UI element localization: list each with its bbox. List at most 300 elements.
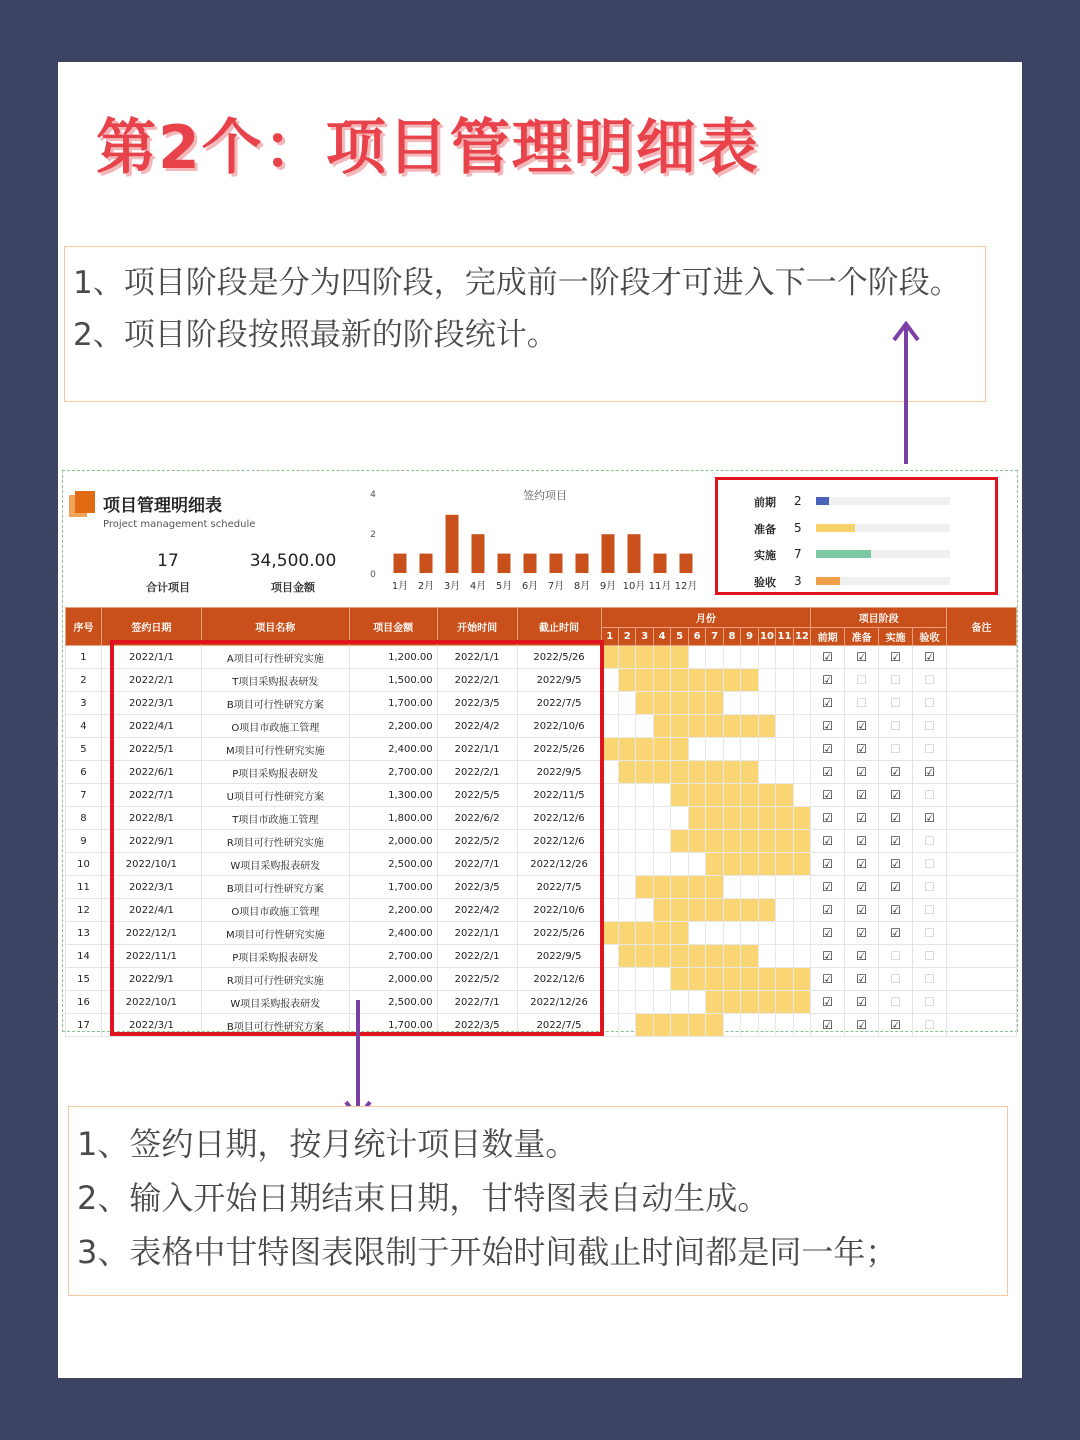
cell-sign-date[interactable]: 2022/2/1 <box>101 669 201 692</box>
checkbox-empty-icon[interactable]: ☐ <box>913 1014 947 1037</box>
gantt-cell <box>636 991 653 1014</box>
gantt-cell <box>758 899 775 922</box>
cell-start[interactable]: 2022/3/5 <box>437 692 517 715</box>
gantt-cell <box>653 646 670 669</box>
checkbox-checked-icon[interactable]: ☑ <box>913 761 947 784</box>
gantt-cell <box>776 991 793 1014</box>
checkbox-checked-icon[interactable]: ☑ <box>845 1014 879 1037</box>
cell-remark[interactable] <box>946 715 1016 738</box>
checkbox-empty-icon[interactable]: ☐ <box>913 715 947 738</box>
chart-bar <box>576 554 589 573</box>
checkbox-empty-icon[interactable]: ☐ <box>913 784 947 807</box>
cell-sign-date[interactable]: 2022/10/1 <box>101 853 201 876</box>
table-row <box>66 646 1017 669</box>
cell-sign-date[interactable]: 2022/3/1 <box>101 1014 201 1037</box>
cell-amount[interactable]: 2,500.00 <box>349 991 437 1014</box>
gantt-cell <box>653 922 670 945</box>
cell-remark[interactable] <box>946 784 1016 807</box>
cell-start[interactable]: 2022/3/5 <box>437 876 517 899</box>
sheet-title: 项目管理明细表 <box>103 496 222 516</box>
cell-start[interactable]: 2022/2/1 <box>437 761 517 784</box>
cell-remark[interactable] <box>946 945 1016 968</box>
cell-amount[interactable]: 2,000.00 <box>349 968 437 991</box>
cell-start[interactable]: 2022/6/2 <box>437 807 517 830</box>
table-row <box>66 853 1017 876</box>
gantt-cell <box>723 807 740 830</box>
cell-sign-date[interactable]: 2022/1/1 <box>101 646 201 669</box>
checkbox-empty-icon[interactable]: ☐ <box>913 738 947 761</box>
cell-remark[interactable] <box>946 692 1016 715</box>
cell-seq[interactable]: 9 <box>66 830 102 853</box>
cell-end[interactable]: 2022/9/5 <box>517 945 601 968</box>
checkbox-checked-icon[interactable]: ☑ <box>845 899 879 922</box>
checkbox-empty-icon[interactable]: ☐ <box>913 899 947 922</box>
gantt-cell <box>671 692 688 715</box>
cell-remark[interactable] <box>946 646 1016 669</box>
checkbox-checked-icon[interactable]: ☑ <box>811 692 845 715</box>
gantt-cell <box>618 945 635 968</box>
gantt-cell <box>706 715 723 738</box>
gantt-cell <box>776 692 793 715</box>
table-row <box>66 669 1017 692</box>
gantt-cell <box>741 991 758 1014</box>
cell-end[interactable]: 2022/12/26 <box>517 853 601 876</box>
gantt-cell <box>723 991 740 1014</box>
stage-count: 5 <box>794 520 802 535</box>
stage-row <box>754 547 802 562</box>
checkbox-checked-icon[interactable]: ☑ <box>879 1014 913 1037</box>
gantt-cell <box>706 807 723 830</box>
checkbox-checked-icon[interactable]: ☑ <box>913 807 947 830</box>
cell-seq[interactable]: 12 <box>66 899 102 922</box>
checkbox-checked-icon[interactable]: ☑ <box>845 922 879 945</box>
checkbox-checked-icon[interactable]: ☑ <box>845 738 879 761</box>
checkbox-checked-icon[interactable]: ☑ <box>811 669 845 692</box>
cell-end[interactable]: 2022/9/5 <box>517 761 601 784</box>
cell-start[interactable]: 2022/7/1 <box>437 853 517 876</box>
checkbox-checked-icon[interactable]: ☑ <box>811 1014 845 1037</box>
checkbox-empty-icon[interactable]: ☐ <box>913 853 947 876</box>
header-month-3: 3 <box>636 628 653 646</box>
checkbox-checked-icon[interactable]: ☑ <box>811 922 845 945</box>
cell-remark[interactable] <box>946 807 1016 830</box>
gantt-cell <box>793 945 810 968</box>
header-sign-date: 签约日期 <box>101 608 201 646</box>
checkbox-checked-icon[interactable]: ☑ <box>879 646 913 669</box>
checkbox-checked-icon[interactable]: ☑ <box>845 784 879 807</box>
chart-y-tick: 4 <box>370 490 376 500</box>
cell-seq[interactable]: 15 <box>66 968 102 991</box>
gantt-cell <box>688 1014 705 1037</box>
cell-end[interactable]: 2022/12/26 <box>517 991 601 1014</box>
checkbox-checked-icon[interactable]: ☑ <box>845 991 879 1014</box>
cell-amount[interactable]: 1,800.00 <box>349 807 437 830</box>
gantt-cell <box>741 853 758 876</box>
gantt-cell <box>776 968 793 991</box>
cell-amount[interactable]: 1,500.00 <box>349 669 437 692</box>
gantt-cell <box>636 738 653 761</box>
checkbox-checked-icon[interactable]: ☑ <box>845 715 879 738</box>
cell-start[interactable]: 2022/5/5 <box>437 784 517 807</box>
gantt-cell <box>671 669 688 692</box>
cell-end[interactable]: 2022/12/6 <box>517 968 601 991</box>
checkbox-empty-icon[interactable]: ☐ <box>879 715 913 738</box>
gantt-cell <box>636 922 653 945</box>
checkbox-empty-icon[interactable]: ☐ <box>913 968 947 991</box>
checkbox-empty-icon[interactable]: ☐ <box>913 830 947 853</box>
gantt-cell <box>653 991 670 1014</box>
cell-sign-date[interactable]: 2022/9/1 <box>101 968 201 991</box>
cell-start[interactable]: 2022/1/1 <box>437 738 517 761</box>
cell-name[interactable]: M项目可行性研究实施 <box>201 922 349 945</box>
stage-summary <box>715 477 998 595</box>
cell-seq[interactable]: 10 <box>66 853 102 876</box>
checkbox-checked-icon[interactable]: ☑ <box>845 968 879 991</box>
header-stage: 项目阶段 <box>811 608 947 628</box>
gantt-cell <box>688 922 705 945</box>
checkbox-checked-icon[interactable]: ☑ <box>811 738 845 761</box>
stage-row <box>754 573 802 589</box>
cell-seq[interactable]: 5 <box>66 738 102 761</box>
gantt-cell <box>706 991 723 1014</box>
cell-end[interactable]: 2022/10/6 <box>517 715 601 738</box>
cell-remark[interactable] <box>946 968 1016 991</box>
checkbox-checked-icon[interactable]: ☑ <box>879 922 913 945</box>
chart-bar <box>498 554 511 573</box>
gantt-cell <box>618 899 635 922</box>
cell-name[interactable]: U项目可行性研究方案 <box>201 784 349 807</box>
cell-amount[interactable]: 1,700.00 <box>349 692 437 715</box>
gantt-cell <box>601 945 618 968</box>
checkbox-checked-icon[interactable]: ☑ <box>811 991 845 1014</box>
note-bottom-1: 1、签约日期，按月统计项目数量。 <box>77 1125 578 1163</box>
cell-remark[interactable] <box>946 853 1016 876</box>
gantt-cell <box>776 830 793 853</box>
checkbox-empty-icon[interactable]: ☐ <box>845 669 879 692</box>
gantt-cell <box>688 715 705 738</box>
cell-name[interactable]: B项目可行性研究方案 <box>201 876 349 899</box>
cell-end[interactable]: 2022/5/26 <box>517 922 601 945</box>
checkbox-checked-icon[interactable]: ☑ <box>879 830 913 853</box>
checkbox-checked-icon[interactable]: ☑ <box>913 646 947 669</box>
cell-name[interactable]: M项目可行性研究实施 <box>201 738 349 761</box>
gantt-cell <box>671 876 688 899</box>
gantt-cell <box>741 1014 758 1037</box>
gantt-cell <box>776 876 793 899</box>
cell-amount[interactable]: 1,700.00 <box>349 876 437 899</box>
gantt-cell <box>776 784 793 807</box>
checkbox-checked-icon[interactable]: ☑ <box>845 830 879 853</box>
cell-remark[interactable] <box>946 899 1016 922</box>
checkbox-empty-icon[interactable]: ☐ <box>913 945 947 968</box>
cell-name[interactable]: P项目采购报表研发 <box>201 945 349 968</box>
cell-sign-date[interactable]: 2022/3/1 <box>101 692 201 715</box>
cell-remark[interactable] <box>946 922 1016 945</box>
cell-remark[interactable] <box>946 876 1016 899</box>
gantt-cell <box>653 761 670 784</box>
checkbox-checked-icon[interactable]: ☑ <box>845 646 879 669</box>
gantt-cell <box>653 945 670 968</box>
checkbox-checked-icon[interactable]: ☑ <box>811 968 845 991</box>
cell-sign-date[interactable]: 2022/3/1 <box>101 876 201 899</box>
cell-amount[interactable]: 2,200.00 <box>349 715 437 738</box>
checkbox-checked-icon[interactable]: ☑ <box>811 784 845 807</box>
cell-amount[interactable]: 2,700.00 <box>349 945 437 968</box>
checkbox-empty-icon[interactable]: ☐ <box>913 692 947 715</box>
gantt-cell <box>636 876 653 899</box>
gantt-cell <box>601 876 618 899</box>
gantt-cell <box>653 830 670 853</box>
header-end: 截止时间 <box>517 608 601 646</box>
stage-count: 7 <box>794 547 802 561</box>
header-seq: 序号 <box>66 608 102 646</box>
checkbox-checked-icon[interactable]: ☑ <box>879 761 913 784</box>
stat-value: 34,500.00 <box>249 551 337 571</box>
cell-seq[interactable]: 11 <box>66 876 102 899</box>
checkbox-empty-icon[interactable]: ☐ <box>913 669 947 692</box>
checkbox-empty-icon[interactable]: ☐ <box>879 738 913 761</box>
cell-start[interactable]: 2022/2/1 <box>437 669 517 692</box>
table-row <box>66 807 1017 830</box>
gantt-cell <box>723 738 740 761</box>
cell-seq[interactable]: 17 <box>66 1014 102 1037</box>
checkbox-checked-icon[interactable]: ☑ <box>879 899 913 922</box>
cell-seq[interactable]: 3 <box>66 692 102 715</box>
header-month: 月份 <box>601 608 811 628</box>
cell-end[interactable]: 2022/5/26 <box>517 646 601 669</box>
cell-sign-date[interactable]: 2022/7/1 <box>101 784 201 807</box>
cell-remark[interactable] <box>946 761 1016 784</box>
checkbox-empty-icon[interactable]: ☐ <box>913 991 947 1014</box>
checkbox-empty-icon[interactable]: ☐ <box>879 669 913 692</box>
cell-sign-date[interactable]: 2022/10/1 <box>101 991 201 1014</box>
gantt-cell <box>688 830 705 853</box>
cell-name[interactable]: P项目采购报表研发 <box>201 761 349 784</box>
chart-x-tick: 3月 <box>443 581 461 592</box>
cell-start[interactable]: 2022/3/5 <box>437 1014 517 1037</box>
stage-bar-track <box>816 577 950 585</box>
arrow-up-icon <box>890 318 922 466</box>
cell-sign-date[interactable]: 2022/12/1 <box>101 922 201 945</box>
cell-end[interactable]: 2022/7/5 <box>517 876 601 899</box>
gantt-cell <box>601 830 618 853</box>
cell-remark[interactable] <box>946 669 1016 692</box>
gantt-cell <box>653 715 670 738</box>
cell-start[interactable]: 2022/2/1 <box>437 945 517 968</box>
cell-start[interactable]: 2022/1/1 <box>437 646 517 669</box>
stage-bar-fill <box>816 524 855 532</box>
table-row <box>66 922 1017 945</box>
gantt-cell <box>636 692 653 715</box>
gantt-cell <box>758 945 775 968</box>
checkbox-checked-icon[interactable]: ☑ <box>879 876 913 899</box>
gantt-cell <box>741 738 758 761</box>
checkbox-empty-icon[interactable]: ☐ <box>913 922 947 945</box>
gantt-cell <box>793 807 810 830</box>
cell-end[interactable]: 2022/5/26 <box>517 738 601 761</box>
cell-sign-date[interactable]: 2022/4/1 <box>101 715 201 738</box>
cell-start[interactable]: 2022/7/1 <box>437 991 517 1014</box>
gantt-cell <box>758 669 775 692</box>
cell-seq[interactable]: 7 <box>66 784 102 807</box>
cell-amount[interactable]: 2,700.00 <box>349 761 437 784</box>
gantt-cell <box>723 715 740 738</box>
cell-seq[interactable]: 4 <box>66 715 102 738</box>
checkbox-empty-icon[interactable]: ☐ <box>913 876 947 899</box>
gantt-cell <box>618 807 635 830</box>
gantt-cell <box>723 830 740 853</box>
cell-end[interactable]: 2022/11/5 <box>517 784 601 807</box>
gantt-cell <box>671 761 688 784</box>
cell-seq[interactable]: 1 <box>66 646 102 669</box>
cell-name[interactable]: B项目可行性研究方案 <box>201 1014 349 1037</box>
project-table <box>65 607 1017 1037</box>
cell-amount[interactable]: 1,300.00 <box>349 784 437 807</box>
gantt-cell <box>793 876 810 899</box>
chart-x-tick: 9月 <box>599 581 617 592</box>
checkbox-empty-icon[interactable]: ☐ <box>879 692 913 715</box>
gantt-cell <box>601 738 618 761</box>
gantt-cell <box>688 784 705 807</box>
cell-remark[interactable] <box>946 830 1016 853</box>
checkbox-checked-icon[interactable]: ☑ <box>811 945 845 968</box>
cell-seq[interactable]: 8 <box>66 807 102 830</box>
header-month-12: 12 <box>793 628 810 646</box>
note-top-1: 1、项目阶段是分为四阶段，完成前一阶段才可进入下一个阶段。 <box>73 265 961 301</box>
cell-name[interactable]: T项目采购报表研发 <box>201 669 349 692</box>
checkbox-checked-icon[interactable]: ☑ <box>845 945 879 968</box>
cell-name[interactable]: A项目可行性研究实施 <box>201 646 349 669</box>
gantt-cell <box>671 922 688 945</box>
gantt-cell <box>741 899 758 922</box>
cell-amount[interactable]: 1,200.00 <box>349 646 437 669</box>
gantt-cell <box>601 761 618 784</box>
cell-name[interactable]: O项目市政施工管理 <box>201 899 349 922</box>
stat-label: 项目金额 <box>271 581 315 594</box>
gantt-cell <box>653 807 670 830</box>
cell-sign-date[interactable]: 2022/5/1 <box>101 738 201 761</box>
cell-start[interactable]: 2022/5/2 <box>437 968 517 991</box>
cell-sign-date[interactable]: 2022/9/1 <box>101 830 201 853</box>
cell-name[interactable]: W项目采购报表研发 <box>201 853 349 876</box>
stage-bar-fill <box>816 550 871 558</box>
gantt-cell <box>601 669 618 692</box>
notes-top <box>64 246 986 402</box>
gantt-cell <box>706 784 723 807</box>
cell-amount[interactable]: 2,400.00 <box>349 738 437 761</box>
gantt-cell <box>601 646 618 669</box>
cell-name[interactable]: R项目可行性研究实施 <box>201 830 349 853</box>
gantt-cell <box>776 945 793 968</box>
cell-name[interactable]: O项目市政施工管理 <box>201 715 349 738</box>
cell-amount[interactable]: 1,700.00 <box>349 1014 437 1037</box>
cell-sign-date[interactable]: 2022/8/1 <box>101 807 201 830</box>
gantt-cell <box>723 899 740 922</box>
checkbox-checked-icon[interactable]: ☑ <box>811 715 845 738</box>
header-amount: 项目金额 <box>349 608 437 646</box>
cell-sign-date[interactable]: 2022/4/1 <box>101 899 201 922</box>
cell-seq[interactable]: 14 <box>66 945 102 968</box>
checkbox-checked-icon[interactable]: ☑ <box>811 853 845 876</box>
cell-name[interactable]: R项目可行性研究实施 <box>201 968 349 991</box>
stage-row <box>754 494 802 509</box>
checkbox-empty-icon[interactable]: ☐ <box>845 692 879 715</box>
cell-remark[interactable] <box>946 738 1016 761</box>
cell-start[interactable]: 2022/5/2 <box>437 830 517 853</box>
cell-end[interactable]: 2022/9/5 <box>517 669 601 692</box>
cell-start[interactable]: 2022/4/2 <box>437 715 517 738</box>
checkbox-empty-icon[interactable]: ☐ <box>879 968 913 991</box>
checkbox-checked-icon[interactable]: ☑ <box>811 761 845 784</box>
gantt-cell <box>741 646 758 669</box>
chart-bar <box>602 534 615 573</box>
checkbox-checked-icon[interactable]: ☑ <box>845 876 879 899</box>
cell-remark[interactable] <box>946 991 1016 1014</box>
stage-bar-track <box>816 497 950 505</box>
checkbox-checked-icon[interactable]: ☑ <box>879 853 913 876</box>
cell-sign-date[interactable]: 2022/6/1 <box>101 761 201 784</box>
gantt-cell <box>688 968 705 991</box>
checkbox-checked-icon[interactable]: ☑ <box>811 876 845 899</box>
cell-start[interactable]: 2022/4/2 <box>437 899 517 922</box>
cell-name[interactable]: W项目采购报表研发 <box>201 991 349 1014</box>
gantt-cell <box>706 876 723 899</box>
cell-seq[interactable]: 16 <box>66 991 102 1014</box>
cell-end[interactable]: 2022/12/6 <box>517 830 601 853</box>
cell-amount[interactable]: 2,000.00 <box>349 830 437 853</box>
cell-end[interactable]: 2022/7/5 <box>517 1014 601 1037</box>
cell-end[interactable]: 2022/12/6 <box>517 807 601 830</box>
cell-seq[interactable]: 2 <box>66 669 102 692</box>
cell-seq[interactable]: 6 <box>66 761 102 784</box>
checkbox-checked-icon[interactable]: ☑ <box>811 646 845 669</box>
checkbox-checked-icon[interactable]: ☑ <box>811 899 845 922</box>
cell-amount[interactable]: 2,500.00 <box>349 853 437 876</box>
cell-amount[interactable]: 2,200.00 <box>349 899 437 922</box>
checkbox-checked-icon[interactable]: ☑ <box>845 761 879 784</box>
gantt-cell <box>618 646 635 669</box>
cell-sign-date[interactable]: 2022/11/1 <box>101 945 201 968</box>
cell-end[interactable]: 2022/7/5 <box>517 692 601 715</box>
cell-amount[interactable]: 2,400.00 <box>349 922 437 945</box>
gantt-cell <box>618 876 635 899</box>
checkbox-checked-icon[interactable]: ☑ <box>879 784 913 807</box>
header-name: 项目名称 <box>201 608 349 646</box>
checkbox-checked-icon[interactable]: ☑ <box>879 807 913 830</box>
checkbox-checked-icon[interactable]: ☑ <box>845 853 879 876</box>
gantt-cell <box>758 853 775 876</box>
cell-start[interactable]: 2022/1/1 <box>437 922 517 945</box>
chart-x-tick: 2月 <box>417 581 435 592</box>
gantt-cell <box>723 968 740 991</box>
checkbox-empty-icon[interactable]: ☐ <box>879 991 913 1014</box>
gantt-cell <box>793 761 810 784</box>
cell-remark[interactable] <box>946 1014 1016 1037</box>
checkbox-empty-icon[interactable]: ☐ <box>879 945 913 968</box>
cell-end[interactable]: 2022/10/6 <box>517 899 601 922</box>
checkbox-checked-icon[interactable]: ☑ <box>811 807 845 830</box>
checkbox-checked-icon[interactable]: ☑ <box>845 807 879 830</box>
cell-name[interactable]: B项目可行性研究方案 <box>201 692 349 715</box>
cell-name[interactable]: T项目市政施工管理 <box>201 807 349 830</box>
gantt-cell <box>618 853 635 876</box>
cell-seq[interactable]: 13 <box>66 922 102 945</box>
gantt-cell <box>793 669 810 692</box>
checkbox-checked-icon[interactable]: ☑ <box>811 830 845 853</box>
table-row <box>66 738 1017 761</box>
gantt-cell <box>636 899 653 922</box>
chart-title: 签约项目 <box>523 489 567 502</box>
